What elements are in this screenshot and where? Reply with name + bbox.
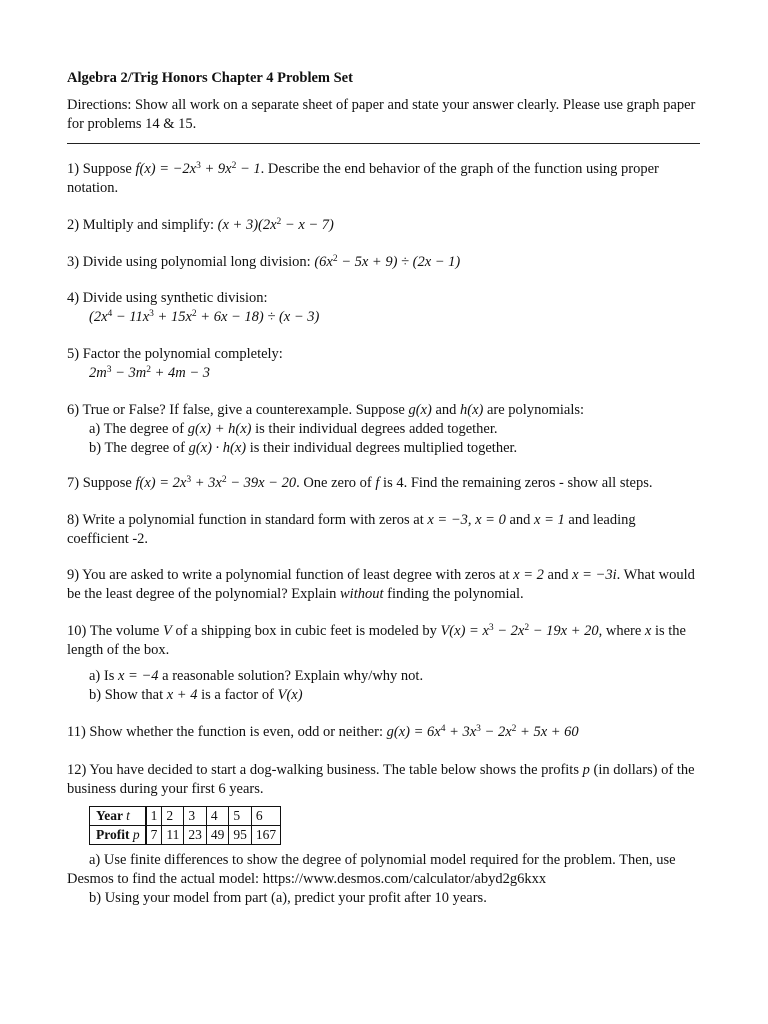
table-cell: 5 <box>229 807 252 826</box>
zero-value: x = −3 <box>427 512 468 528</box>
problem-9-text: . What would be the least degree of the polynomial? Explain <box>67 567 695 602</box>
expression-part: V(x) = x <box>440 623 489 639</box>
expression-part: 2m <box>89 365 107 381</box>
part-expression: g(x) · h(x) <box>188 440 247 456</box>
problem-1-function: f(x) = −2x <box>135 161 197 177</box>
part-text: is a factor of <box>197 687 278 703</box>
problem-1-instruction: . Describe the end behavior of the graph of the function using proper notation. <box>67 161 659 196</box>
expression-part: + 3x <box>445 724 477 740</box>
problem-6-part-a <box>67 420 700 439</box>
function-h: h(x) <box>460 402 484 418</box>
exponent: 4 <box>440 724 446 734</box>
expression-part: g(x) = 6x <box>386 724 441 740</box>
table-cell: 4 <box>206 807 229 826</box>
exponent: 3 <box>149 309 154 319</box>
problem-12-part-b-wrap <box>67 889 700 908</box>
separator: and <box>543 567 573 583</box>
problem-11-text: 11) Show whether the function is even, odd or neither: <box>67 724 387 740</box>
part-expression: x + 4 <box>166 687 198 703</box>
exponent: 2 <box>231 161 237 171</box>
expression-part: f(x) = 2x <box>135 475 187 491</box>
problem-5-expression <box>67 364 700 383</box>
table-cell: 6 <box>251 807 280 826</box>
expression-part: − 11x <box>112 309 150 325</box>
zero-value: x = 2 <box>513 567 544 583</box>
expression-part: + 5x + 60 <box>516 724 579 740</box>
problem-10-part-b <box>67 686 700 705</box>
problem-12-part-a: a) Use finite differences to show the degree of polynomial model required for the problem. Then, use Desmos to find the actual model: https://www.desmos.com/calculator/abyd2g6kxx <box>67 852 676 887</box>
part-text: b) Show that <box>89 687 167 703</box>
expression-part: − 2x <box>493 623 525 639</box>
conjunction: and <box>431 402 460 418</box>
problem-3-expression: − 5x + 9) ÷ (2x − 1) <box>337 254 461 270</box>
problem-2-expression: − x − 7) <box>281 217 334 233</box>
problem-6-text: 6) True or False? If false, give a counterexample. Suppose <box>67 402 409 418</box>
part-text: b) The degree of <box>89 440 189 456</box>
zero-value: x = 0 <box>475 512 506 528</box>
expression-part: + 4m − 3 <box>151 365 211 381</box>
problem-1-term: − 1 <box>236 161 261 177</box>
problem-6 <box>67 401 700 458</box>
part-expression: V(x) <box>277 687 303 703</box>
expression-part: − 39x − 20 <box>226 475 297 491</box>
expression-part: + 15x <box>153 309 192 325</box>
problem-8 <box>67 511 700 549</box>
table-row-year <box>90 807 281 826</box>
problem-3-expression: (6x <box>314 254 333 270</box>
exponent: 2 <box>191 309 197 319</box>
part-text: a reasonable solution? Explain why/why not. <box>158 668 424 684</box>
problem-9-text: finding the polynomial. <box>383 586 524 602</box>
variable-x: x <box>644 623 652 639</box>
problem-9 <box>67 566 700 604</box>
problem-10-parts <box>67 667 700 705</box>
function-g: g(x) <box>408 402 432 418</box>
problem-3-text: 3) Divide using polynomial long division: <box>67 254 315 270</box>
problem-10-text: 10) The volume <box>67 623 163 639</box>
expression-part: + 6x − 18) ÷ (x − 3) <box>196 309 320 325</box>
problem-8-text: and leading coefficient -2. <box>67 512 636 547</box>
problem-7 <box>67 474 700 493</box>
problem-4-expression <box>67 308 700 327</box>
directions: Directions: Show all work on a separate sheet of paper and state your answer clearly. Please use graph paper for problems 14 & 15. <box>67 97 696 132</box>
exponent: 3 <box>488 623 494 633</box>
variable-t: t <box>126 808 130 823</box>
variable-p: p <box>582 762 590 778</box>
exponent: 3 <box>476 724 481 734</box>
profit-table <box>89 806 281 845</box>
variable-p: p <box>132 827 140 842</box>
header-divider <box>67 143 700 144</box>
exponent: 4 <box>107 309 113 319</box>
part-text: is their individual degrees multiplied together. <box>246 440 518 456</box>
problem-1 <box>67 160 700 198</box>
expression-part: + 3x <box>191 475 222 491</box>
table-cell: 3 <box>184 807 207 826</box>
zero-value: x = 1 <box>534 512 565 528</box>
exponent: 2 <box>146 365 151 375</box>
problem-12-text: 12) You have decided to start a dog-walking business. The table below shows the profits <box>67 762 583 778</box>
page-title: Algebra 2/Trig Honors Chapter 4 Problem Set <box>67 70 353 86</box>
part-text: a) The degree of <box>89 421 188 437</box>
table-cell: 23 <box>184 826 207 845</box>
exponent: 2 <box>332 254 338 264</box>
exponent: 3 <box>106 365 112 375</box>
table-cell: 49 <box>206 826 229 845</box>
table-cell: 11 <box>162 826 184 845</box>
problem-7-text: . One zero of <box>296 475 376 491</box>
problem-5 <box>67 345 700 383</box>
part-text: a) Is <box>89 668 118 684</box>
expression-part: (2x <box>89 309 108 325</box>
problem-7-text: 7) Suppose <box>67 475 136 491</box>
problem-10-part-a <box>67 667 700 686</box>
problem-7-text: is 4. Find the remaining zeros - show all steps. <box>379 475 653 491</box>
table-cell: 95 <box>229 826 252 845</box>
exponent: 2 <box>276 217 282 227</box>
expression-part: − 19x + 20 <box>529 623 599 639</box>
variable-v: V <box>162 623 172 639</box>
problem-1-text: 1) Suppose <box>67 161 136 177</box>
table-cell: 167 <box>251 826 280 845</box>
problem-12 <box>67 761 700 799</box>
problem-6-text: are polynomials: <box>483 402 585 418</box>
part-expression: x = −4 <box>118 668 159 684</box>
expression-part: − 3m <box>111 365 147 381</box>
problem-2-expression: (x + 3)(2x <box>217 217 277 233</box>
table-header-year: Year t <box>90 807 146 826</box>
problem-10-text: is the length of the box. <box>67 623 686 658</box>
problem-8-text: 8) Write a polynomial function in standard form with zeros at <box>67 512 428 528</box>
problem-1-term: + 9x <box>200 161 232 177</box>
problem-12-part-b: b) Using your model from part (a), predict your profit after 10 years. <box>89 890 487 906</box>
exponent: 2 <box>524 623 530 633</box>
problem-11 <box>67 723 700 742</box>
problem-3 <box>67 253 700 272</box>
table-cell: 7 <box>146 826 162 845</box>
problem-9-text: 9) You are asked to write a polynomial function of least degree with zeros at <box>67 567 514 583</box>
separator: and <box>505 512 535 528</box>
part-text: is their individual degrees added together. <box>251 421 498 437</box>
part-expression: g(x) + h(x) <box>187 421 252 437</box>
table-header-profit: Profit p <box>90 826 146 845</box>
problem-2 <box>67 216 700 235</box>
table-cell: 1 <box>146 807 162 826</box>
exponent: 3 <box>186 475 192 485</box>
problem-12-text: (in dollars) of the business during your first 6 years. <box>67 762 695 797</box>
zero-value: x = −3i <box>572 567 617 583</box>
table-cell: 2 <box>162 807 184 826</box>
separator: , <box>467 512 476 528</box>
expression-part: − 2x <box>480 724 512 740</box>
emphasis-without: without <box>340 586 384 602</box>
exponent: 3 <box>196 161 201 171</box>
problem-5-text: 5) Factor the polynomial completely: <box>67 346 283 362</box>
exponent: 2 <box>221 475 227 485</box>
problem-10 <box>67 622 700 660</box>
problem-4-text: 4) Divide using synthetic division: <box>67 290 268 306</box>
problem-10-text: , where <box>598 623 645 639</box>
problem-4 <box>67 289 700 327</box>
exponent: 2 <box>511 724 517 734</box>
problem-6-part-b <box>67 439 700 458</box>
table-row-profit <box>90 826 281 845</box>
problem-2-text: 2) Multiply and simplify: <box>67 217 218 233</box>
problem-10-text: of a shipping box in cubic feet is modeled by <box>171 623 441 639</box>
function-f: f <box>375 475 380 491</box>
